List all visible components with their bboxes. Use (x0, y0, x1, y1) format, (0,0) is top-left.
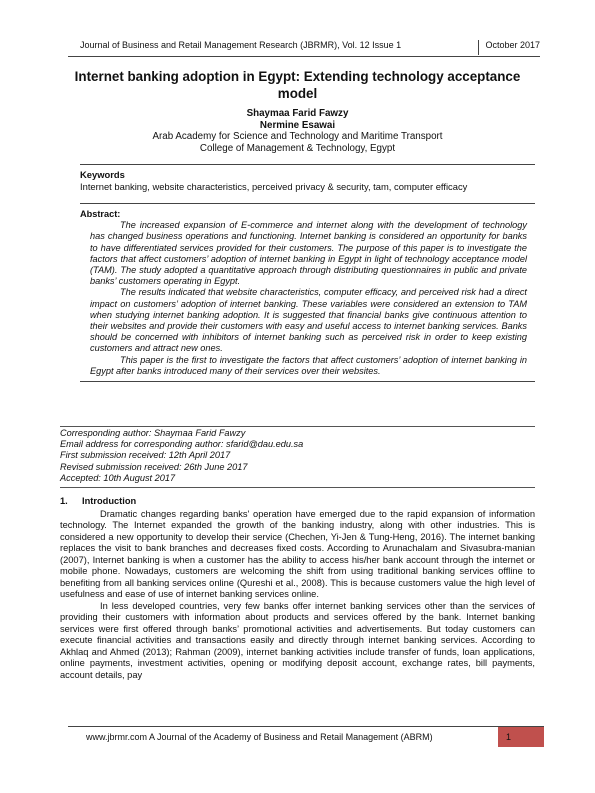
page-footer (68, 726, 544, 747)
keywords-heading: Keywords (80, 169, 125, 180)
section-title: Introduction (82, 496, 137, 506)
keywords-text: Internet banking, website characteristics, perceived privacy & security, tam, computer efficacy (80, 181, 468, 192)
revised-submission: Revised submission received: 26th June 2017 (60, 461, 248, 472)
corresponding-email: Email address for corresponding author: sfarid@dau.edu.sa (60, 439, 304, 450)
author-name: Shaymaa Farid Fawzy (246, 108, 349, 119)
running-header (68, 36, 540, 57)
divider (60, 487, 535, 488)
section-number: 1. (60, 496, 68, 506)
page-number-box (498, 727, 544, 747)
abstract-paragraph: The results indicated that website characteristics, computer efficacy, and perceived risk had a direct impact on customers’ adoption of internet banking. These variables were considered an extension to TAM when studying internet banking adoption. It is suggested that financial banks give continuous attention to their websites and provide their customers with easy and useful access to internet banking services. Banks should be concerned with inhibitors of internet banking such as perceived risk in order to keep existing customers and attract new ones. (90, 287, 527, 354)
introduction-section (60, 496, 535, 681)
body-paragraph: Dramatic changes regarding banks' operation have emerged due to the rapid expansion of information technology. The Internet expanded the growth of the banking industry, along with other industries. This is considered a new opportunity to develop their service (Chechen, Yi-Jen & Tung-Heng, 2016). The internet banking replaces the visit to bank branches and decreases fixed costs. According to Arunachalam and Sivasubra-manian (2007), Internet banking is when a customer has the ability to access his/her bank account through the internet or mobile phone. Nowadays, customers are welcoming the shift from using traditional banking services offline to benefiting from all banking services online (Qureshi et al., 2008). This is because customers value the high level of usefulness and ease of use of internet banking services online. (60, 508, 535, 599)
section-heading (60, 496, 535, 508)
affiliation: College of Management & Technology, Egypt (199, 142, 396, 154)
submission-info (60, 426, 535, 488)
corresponding-author: Corresponding author: Shaymaa Farid Fawzy (60, 428, 246, 438)
page-number: 1 (506, 732, 512, 742)
abstract-heading: Abstract: (80, 209, 121, 219)
accepted-date: Accepted: 10th August 2017 (60, 472, 176, 483)
journal-name: Journal of Business and Retail Management Research (JBRMR), Vol. 12 Issue 1 (80, 40, 402, 50)
abstract-paragraph: This paper is the first to investigate the factors that affect customers’ adoption of internet banking in Egypt after banks introduced many of their services over their websites. (90, 354, 527, 376)
abstract-paragraph: The increased expansion of E-commerce and internet along with the development of technology has changed business operations and functioning. Internet banking is considered an opportunity for banks to have differentiated services provided for their customers. The purpose of this paper is to investigate the factors that affect customers’ adoption of internet banking in Egypt in light of technology acceptance model (TAM). The study adopted a quantitative approach through distributing questionnaires in public and private banks’ customers operating in Egypt. (90, 220, 527, 287)
author-block (60, 108, 535, 154)
issue-date: October 2017 (478, 40, 540, 55)
affiliation: Arab Academy for Science and Technology and Maritime Transport (152, 131, 443, 143)
first-submission: First submission received: 12th April 2017 (60, 450, 231, 461)
abstract-section (80, 203, 535, 382)
body-paragraph: In less developed countries, very few banks offer internet banking services other than the services of providing their customers with information about products and services offered by the bank. Internet banking services were first offered through banks’ promotional activities and advertisements. But today customers can execute financial activities and transactions easily and directly through internet banking services. According to Akhlaq and Ahmed (2013); Rahman (2009), internet banking activities include transfer of funds, loan applications, online payments, investment activities, opening or modifying deposit account, exchange rates, bill payments, account details, pay (60, 600, 535, 680)
footer-text: www.jbrmr.com A Journal of the Academy of Business and Retail Management (ABRM) (86, 732, 433, 742)
keywords-section (80, 164, 535, 199)
author-name: Nermine Esawai (259, 119, 336, 131)
paper-title: Internet banking adoption in Egypt: Extending technology acceptance model (74, 69, 521, 101)
